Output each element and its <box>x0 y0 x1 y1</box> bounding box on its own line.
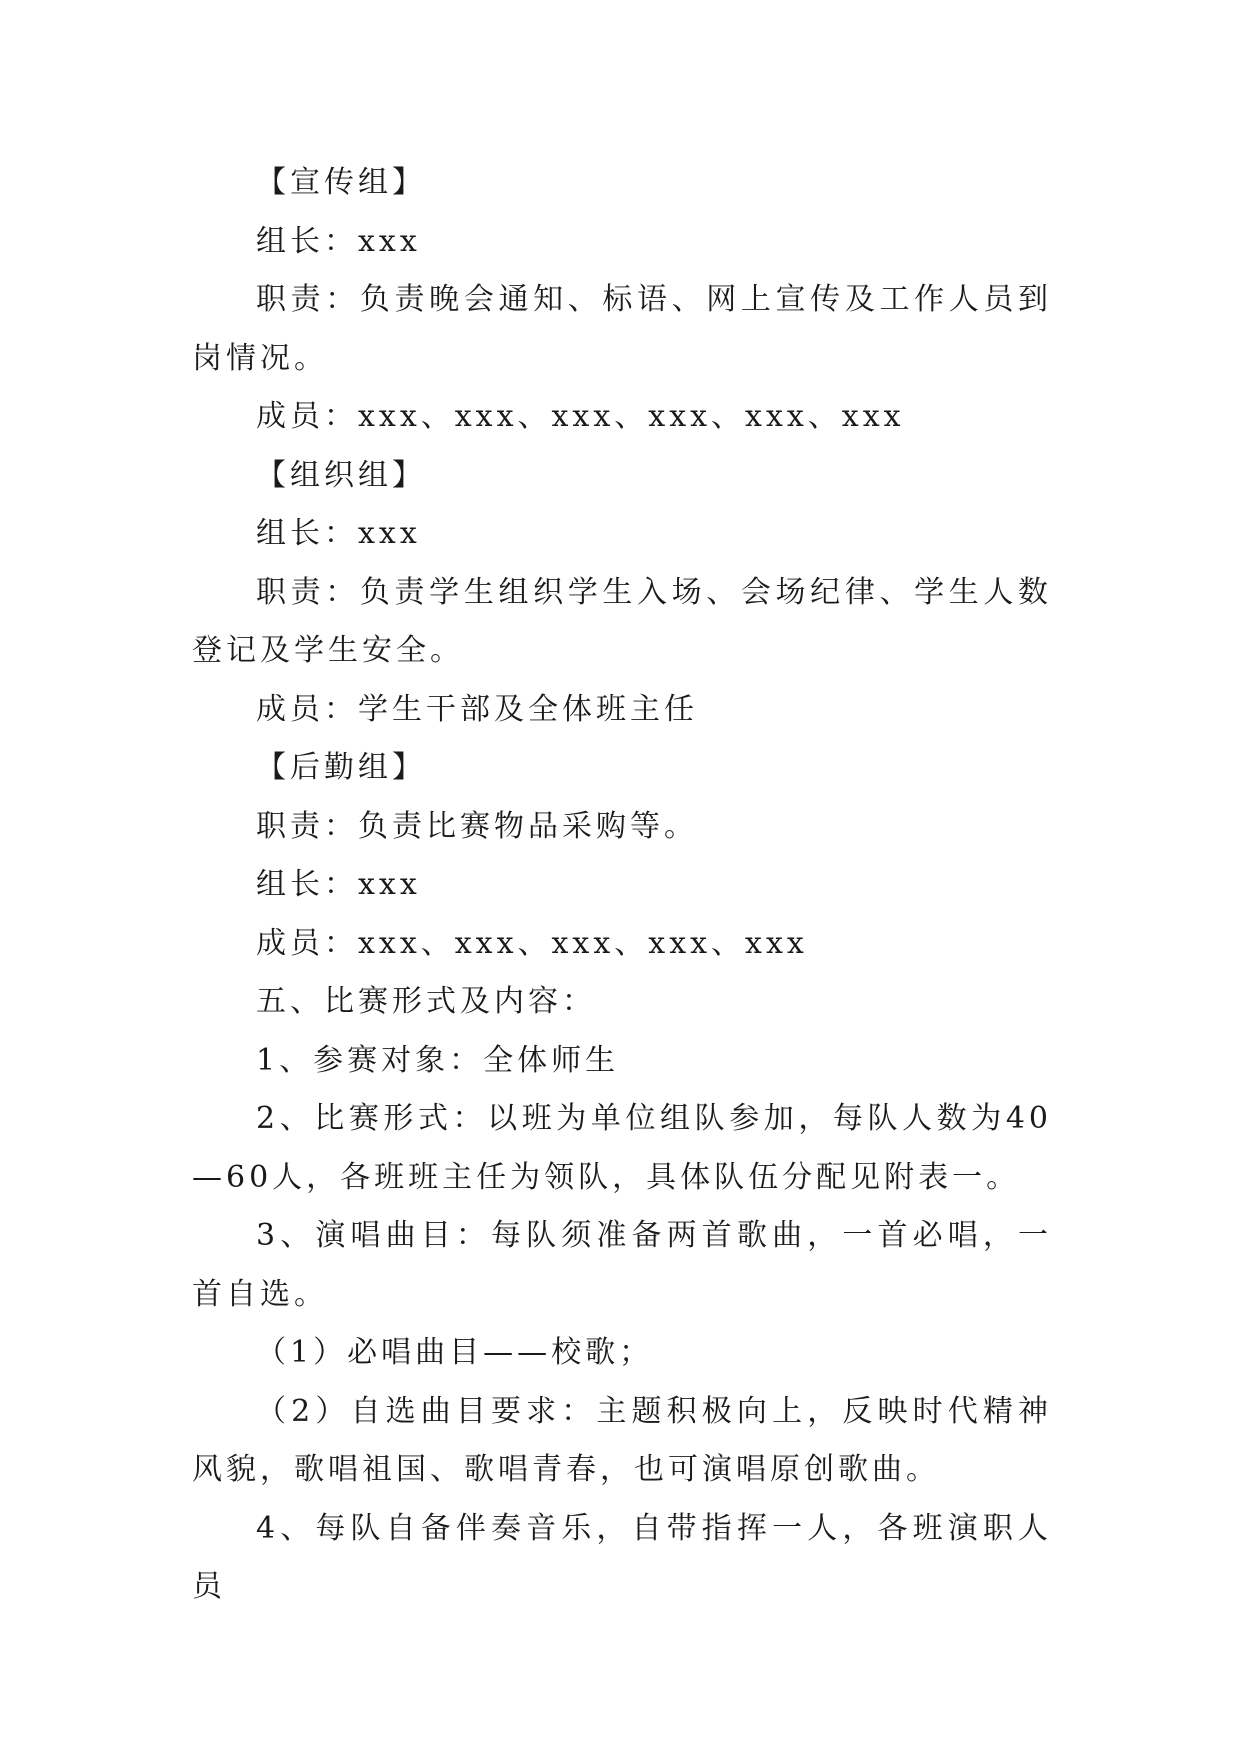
paragraph-organization-leader: 组长：xxx <box>256 516 421 551</box>
paragraph-logistics-duty: 职责：负责比赛物品采购等。 <box>256 808 698 844</box>
paragraph-accompaniment: 4、每队自备伴奏音乐，自带指挥一人，各班演职人员 <box>192 1510 1052 1604</box>
section-heading-publicity: 【宣传组】 <box>256 165 426 200</box>
paragraph-logistics-members: 成员：xxx、xxx、xxx、xxx、xxx <box>256 925 808 961</box>
paragraph-required-song: （1）必唱曲目——校歌； <box>256 1335 654 1370</box>
document-body <box>192 154 1052 1617</box>
paragraph-organization-members: 成员：学生干部及全体班主任 <box>256 691 698 727</box>
paragraph-song-selection: 3、演唱曲目：每队须准备两首歌曲，一首必唱，一首自选。 <box>192 1218 1052 1312</box>
section-heading-format: 五、比赛形式及内容： <box>256 984 596 1019</box>
paragraph-participants: 1、参赛对象：全体师生 <box>256 1042 620 1078</box>
paragraph-publicity-duty: 职责：负责晚会通知、标语、网上宣传及工作人员到岗情况。 <box>192 282 1052 376</box>
paragraph-organization-duty: 职责：负责学生组织学生入场、会场纪律、学生人数登记及学生安全。 <box>192 574 1052 668</box>
paragraph-competition-format: 2、比赛形式：以班为单位组队参加，每队人数为40—60人，各班班主任为领队，具体队伍分配见附表一。 <box>192 1101 1052 1195</box>
section-heading-organization: 【组织组】 <box>256 457 426 493</box>
paragraph-optional-song: （2）自选曲目要求：主题积极向上，反映时代精神风貌，歌唱祖国、歌唱青春，也可演唱原创歌曲。 <box>192 1393 1052 1487</box>
paragraph-publicity-leader: 组长：xxx <box>256 223 421 259</box>
paragraph-publicity-members: 成员：xxx、xxx、xxx、xxx、xxx、xxx <box>256 399 905 434</box>
paragraph-logistics-leader: 组长：xxx <box>256 867 421 902</box>
section-heading-logistics: 【后勤组】 <box>256 750 426 785</box>
